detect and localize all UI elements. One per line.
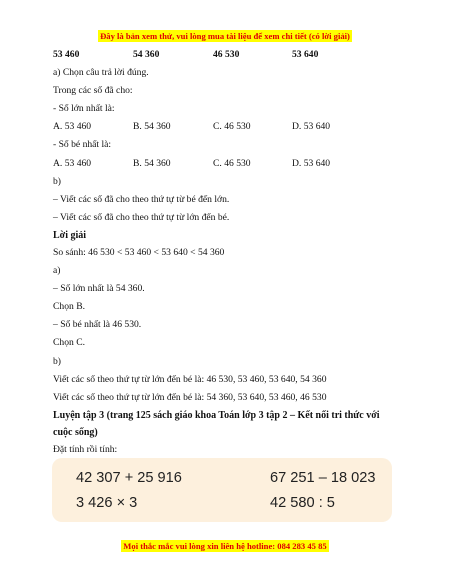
number-list xyxy=(53,46,403,64)
number-item: 54 360 xyxy=(133,49,160,60)
solution-largest: – Số lớn nhất là 54 360. xyxy=(53,283,145,295)
hotline-banner-text: Mọi thắc mắc vui lòng xin liên hệ hotline: 084 283 45 85 xyxy=(123,541,327,551)
calculation-4: 42 580 : 5 xyxy=(270,495,335,511)
calculation-3: 3 426 × 3 xyxy=(76,495,138,511)
number-item: 53 460 xyxy=(53,49,80,60)
exercise-instruction: Đặt tính rồi tính: xyxy=(53,443,118,455)
exercise-box xyxy=(52,458,392,522)
preview-banner-text: Đây là bản xem thử, vui lòng mua tài liệu để xem chi tiết (có lời giải) xyxy=(100,31,350,41)
preview-banner xyxy=(0,26,450,44)
number-item: 53 640 xyxy=(292,49,319,60)
question-smallest: - Số bé nhất là: xyxy=(53,139,112,151)
comparison-text: So sánh: 46 530 < 53 460 < 53 640 < 54 360 xyxy=(53,246,225,258)
solution-b-label: b) xyxy=(53,355,61,367)
solution-smallest-choice: Chọn C. xyxy=(53,337,85,349)
option-c: C. 46 530 xyxy=(213,157,251,169)
option-d: D. 53 640 xyxy=(292,157,331,169)
document-content xyxy=(53,46,403,459)
part-b-task-2: – Viết các số đã cho theo thứ tự từ lớn đến bé. xyxy=(53,211,230,223)
question-largest-options xyxy=(53,118,403,136)
question-largest: - Số lớn nhất là: xyxy=(53,103,115,115)
number-item: 46 530 xyxy=(213,49,240,60)
solution-a-label: a) xyxy=(53,265,61,277)
part-b-title: b) xyxy=(53,175,61,187)
exercise-title xyxy=(53,407,403,441)
calculation-2: 67 251 – 18 023 xyxy=(270,470,376,486)
part-b-task-1: – Viết các số đã cho theo thứ tự từ bé đến lớn. xyxy=(53,193,230,205)
option-a: A. 53 460 xyxy=(53,121,92,133)
question-smallest-options xyxy=(53,155,403,173)
solution-largest-choice: Chọn B. xyxy=(53,301,85,313)
option-b: B. 54 360 xyxy=(133,121,171,133)
exercise-title-line-2: cuộc sống) xyxy=(53,426,98,438)
solution-heading: Lời giải xyxy=(53,229,87,241)
option-b: B. 54 360 xyxy=(133,157,171,169)
option-d: D. 53 640 xyxy=(292,121,331,133)
solution-smallest: – Số bé nhất là 46 530. xyxy=(53,319,142,331)
exercise-title-line-1: Luyện tập 3 (trang 125 sách giáo khoa Toán lớp 3 tập 2 – Kết nối tri thức với xyxy=(53,409,380,421)
intro-text: Trong các số đã cho: xyxy=(53,85,133,97)
solution-order-1: Viết các số theo thứ tự từ lớn đến bé là: 46 530, 53 460, 53 640, 54 360 xyxy=(53,373,327,385)
option-c: C. 46 530 xyxy=(213,121,251,133)
solution-order-2: Viết các số theo thứ tự từ lớn đến bé là: 54 360, 53 640, 53 460, 46 530 xyxy=(53,391,327,403)
calculation-1: 42 307 + 25 916 xyxy=(76,470,182,486)
part-a-title: a) Chọn câu trả lời đúng. xyxy=(53,67,149,79)
hotline-banner xyxy=(0,536,450,554)
option-a: A. 53 460 xyxy=(53,157,92,169)
